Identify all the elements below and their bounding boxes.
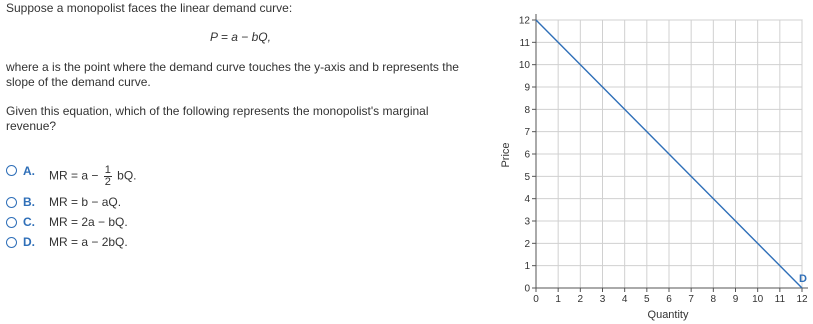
x-tick-label: 8 (710, 294, 717, 305)
option-c-text: MR = 2a − bQ. (49, 215, 128, 229)
y-axis-label: Price (500, 142, 512, 168)
x-tick-label: 1 (555, 294, 561, 305)
option-a-frac-num: 1 (104, 164, 111, 176)
question-intro: Suppose a monopolist faces the linear demand curve: (6, 1, 293, 15)
chart-ticks (519, 16, 808, 306)
y-tick-label: 7 (524, 127, 530, 139)
option-a-frac-den: 2 (104, 176, 111, 188)
y-tick-label: 0 (524, 283, 530, 295)
x-tick-label: 11 (774, 294, 786, 305)
option-c-letter: C. (23, 215, 35, 229)
y-tick-label: 12 (518, 15, 530, 27)
y-tick-label: 4 (524, 194, 530, 206)
chart-axes (536, 14, 808, 288)
option-d-letter: D. (23, 235, 35, 249)
question-prompt: Given this equation, which of the following represents the monopolist's marginal revenue? (6, 104, 429, 133)
demand-equation: P = a − bQ, (210, 30, 271, 44)
y-tick-label: 8 (524, 104, 530, 116)
y-tick-label: 10 (518, 60, 530, 72)
x-tick-label: 3 (599, 294, 606, 305)
x-tick-label: 7 (688, 294, 694, 305)
option-a-letter: A. (23, 163, 35, 178)
y-tick-label: 11 (519, 37, 530, 49)
y-tick-label: 5 (524, 171, 530, 183)
option-a-suffix: bQ. (117, 168, 137, 183)
x-tick-label: 6 (666, 294, 672, 305)
series-label-D: D (799, 273, 807, 285)
x-tick-label: 12 (796, 294, 808, 305)
x-tick-label: 10 (752, 294, 764, 305)
where-text: where a is the point where the demand curve touches the y-axis and b represents the slope of the demand curve. (6, 60, 459, 89)
option-b-text: MR = b − aQ. (49, 195, 122, 209)
option-a-prefix: MR = a − (49, 168, 99, 183)
y-tick-label: 9 (524, 82, 530, 94)
y-tick-label: 3 (524, 216, 530, 228)
x-axis-label: Quantity (647, 309, 689, 321)
y-tick-label: 2 (524, 238, 530, 250)
y-tick-label: 1 (524, 261, 530, 273)
x-tick-label: 0 (533, 294, 539, 305)
option-d-text: MR = a − 2bQ. (49, 235, 128, 249)
x-tick-label: 4 (621, 294, 628, 305)
x-tick-label: 5 (644, 294, 650, 305)
y-tick-label: 6 (524, 149, 530, 161)
x-tick-label: 2 (577, 294, 584, 305)
x-tick-label: 9 (732, 294, 739, 305)
option-b-letter: B. (23, 195, 35, 209)
